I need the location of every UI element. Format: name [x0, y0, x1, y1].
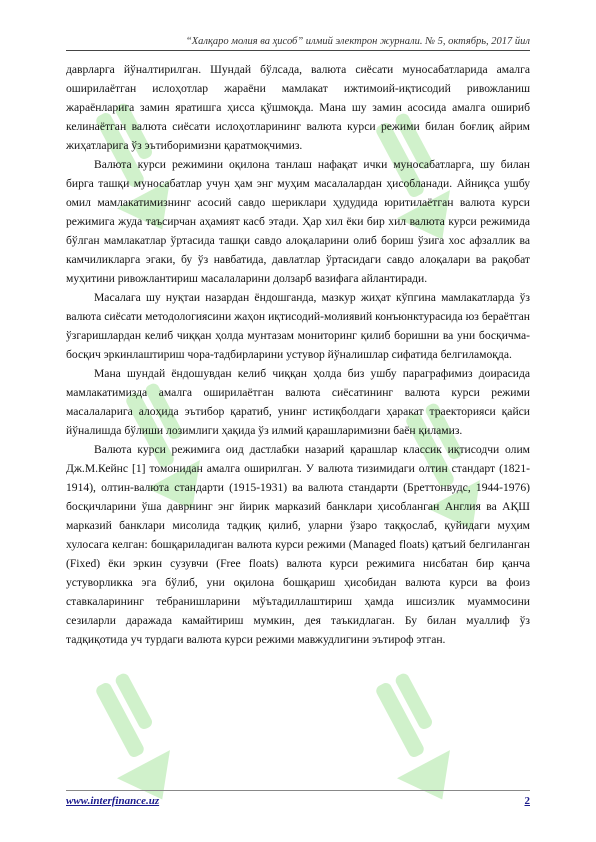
footer-website-link[interactable]: www.interfinance.uz [66, 795, 160, 807]
paragraph-2: Валюта курси режимини оқилона танлаш нафақат ички муносабатларга, шу билан бирга ташқи муносабатлар учун ҳам энг муҳим масалалардан ҳисобланади. Айниқса ушбу омил мамлакатимизнинг асосий савдо шериклари ҳудудида юритилаётган валюта курси режимига жуда таъсирчан аҳамият касб этади. Ҳар хил ёки бир хил валюта курси режимида бўлган мамлакатлар ўртасида ташқи савдо алоқаларини олиб бориш ўзига хос афзаллик ва камчиликларга эгаки, бу ўз навбатида, давлатлар ўртасидаги савдо алоқалари ва рақобат муҳитини ривожлантириш масалаларини долзарб вазифага айлантиради. [66, 158, 530, 285]
footer-divider [66, 790, 530, 791]
paragraph-4: Мана шундай ёндошувдан келиб чиққан ҳолда биз ушбу параграфимиз доирасида мамлакатимизда амалга оширилаётган валюта сиёсатининг валюта курси режими масалаларига алоҳида эътибор қаратиб, унинг истиқболдаги ҳаракат траекторияси қайси йўналишда бўлиши лозимлиги ҳақида ўз илмий қарашларимизни баён қиламиз. [66, 367, 530, 437]
paragraph-5: Валюта курси режимига оид дастлабки назарий қарашлар классик иқтисодчи олим Дж.М.Кейнс [1] томонидан амалга оширилган. У валюта тизимидаги олтин стандарт (1821-1914), олтин-валюта стандарти (1915-1931) ва валюта стандарти (Бреттонвудс, 1944-1976) босқичларини ўша даврнинг энг йирик марказий банклари ҳисобланган Англия ва АҚШ марказий банклари мисолида тадқиқ қилиб, уларни ўзаро таққослаб, қуйидаги муҳим хулосага келган: бошқариладиган валюта курси режими (Managed floats) қатъий белгиланган (Fixed) ёки эркин сузувчи (Free floats) валюта курси режимига нисбатан бир қанча устуворликка эга бўлиб, уни оқилона бошқариш ҳисобидан валюта курси ва фоиз ставкаларининг тебранишларини мўътадиллаштириш ҳамда ишсизлик муаммосини сезиларли даражада камайтириш мумкин, дея таъкидлаган. Бу билан муаллиф ўз тадқиқотида уч турдаги валюта курси режими мавжудлигини эътироф этган. [66, 443, 530, 646]
page-number: 2 [524, 795, 530, 807]
journal-header: “Халқаро молия ва ҳисоб” илмий электрон журнали. № 5, октябрь, 2017 йил [66, 36, 530, 51]
article-body [66, 60, 530, 649]
paragraph-3: Масалага шу нуқтаи назардан ёндошганда, мазкур жиҳат кўпгина мамлакатларда ўз валюта сиёсати методологиясини жаҳон иқтисодий-молиявий конъюнктурасида юз бераётган ўзгаришлардан келиб чиққан ҳолда мунтазам мониторинг қилиб боришни ва уни босқичма-босқич эркинлаштириш чора-тадбирларини устувор йўналишлар сифатида белгиламоқда. [66, 291, 530, 361]
paragraph-1: даврларга йўналтирилган. Шундай бўлсада, валюта сиёсати муносабатларида амалга оширилаётган ислоҳотлар жараёни мамлакат ижтимоий-иқтисодий ривожланиш жараёнларига замин яратишга ҳисса қўшмоқда. Мана шу замин асосида амалга ошириб келинаётган валюта сиёсати ислоҳотларининг валюта курси режими билан боғлиқ айрим жиҳатларига ўз эътиборимизни қаратмоқчимиз. [66, 63, 530, 152]
